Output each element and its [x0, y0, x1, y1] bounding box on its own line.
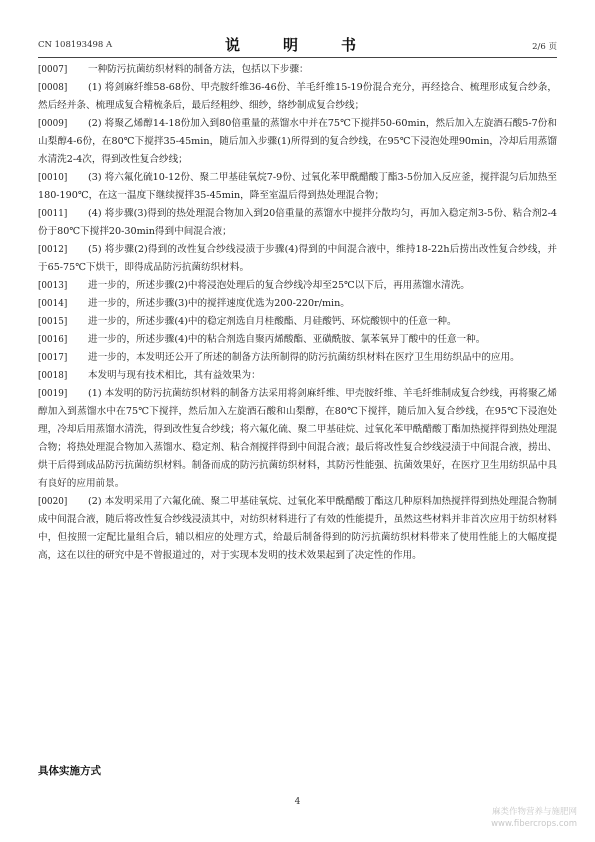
paragraph: [38, 295, 557, 313]
document-body: [38, 61, 557, 565]
paragraph-number: [0009]: [38, 119, 68, 129]
paragraph: [38, 313, 557, 331]
paragraph: [38, 241, 557, 277]
site-watermark: [491, 806, 577, 830]
paragraph-number: [0015]: [38, 317, 68, 327]
paragraph: [38, 349, 557, 367]
paragraph: [38, 367, 557, 385]
paragraph-text: 一种防污抗菌纺织材料的制备方法，包括以下步骤：: [88, 64, 309, 75]
paragraph-number: [0020]: [38, 497, 68, 507]
paragraph-text: (2) 本发明采用了六氟化硫、聚二甲基硅氧烷、过氧化苯甲酰醋酸丁酯这几种原料加热搅拌得到热处理混合物制成中间混合液，随后将改性复合纱线浸渍其中，对纺织材料进行了有效的性能提升，虽然这些材料并非首次应用于纺织材料中，但按照一定配比量组合后，辅以相应的处理方式，给最后制备得到的防污抗菌纺织材料带来了使用性能上的大幅度提高，这在以往的研究中是不曾报道过的，对于实现本发明的技术效果起到了决定性的作用。: [38, 496, 557, 561]
page-header: [38, 34, 557, 56]
paragraph-text: 进一步的，所述步骤(4)中的稳定剂选自月桂酸酯、月硅酸钙、环烷酸钡中的任意一种。: [88, 316, 457, 327]
paragraph-number: [0013]: [38, 281, 68, 291]
paragraph: [38, 115, 557, 169]
paragraph-number: [0007]: [38, 65, 68, 75]
paragraph-text: (3) 将六氟化硫10-12份、聚二甲基硅氧烷7-9份、过氧化苯甲酰醋酸丁酯3-5份加入反应釜，搅拌混匀后加热至180-190℃，在这一温度下继续搅拌35-45min，降至室温后得到热处理混合物；: [38, 172, 557, 201]
paragraph: [38, 277, 557, 295]
paragraph: [38, 205, 557, 241]
paragraph-text: 进一步的，所述步骤(3)中的搅拌速度优选为200-220r/min。: [88, 298, 350, 309]
paragraph-text: 进一步的，所述步骤(4)中的粘合剂选自聚丙烯酸酯、亚磺酰胺、氯苯氧异丁酸中的任意一种。: [88, 334, 486, 345]
paragraph-number: [0016]: [38, 335, 68, 345]
header-divider: [38, 57, 557, 58]
paragraph-number: [0012]: [38, 245, 68, 255]
paragraph-text: 本发明与现有技术相比，其有益效果为：: [88, 370, 261, 381]
paragraph: [38, 493, 557, 565]
section-heading: 具体实施方式: [38, 765, 101, 777]
paragraph-number: [0014]: [38, 299, 68, 309]
paragraph: [38, 385, 557, 493]
paragraph: [38, 79, 557, 115]
paragraph-text: (1) 将剑麻纤维58-68份、甲壳胺纤维36-46份、羊毛纤维15-19份混合充分，再经捻合、梳理形成复合纱条，然后经并条、梳理成复合精梳条后，最后经粗纱、细纱，络纱制成复合纱线；: [38, 82, 557, 111]
paragraph-number: [0011]: [38, 209, 68, 219]
paragraph-number: [0010]: [38, 173, 68, 183]
paragraph-text: 进一步的，所述步骤(2)中将浸泡处理后的复合纱线冷却至25℃以下后，再用蒸馏水清洗。: [88, 280, 470, 291]
page-number: 4: [294, 797, 301, 807]
page-indicator: 2/6 页: [532, 42, 557, 52]
paragraph-text: (1) 本发明的防污抗菌纺织材料的制备方法采用将剑麻纤维、甲壳胺纤维、羊毛纤维制成复合纱线，再将聚乙烯醇加入到蒸馏水中在75℃下搅拌，然后加入左旋酒石酸和山梨醇，在80℃下搅拌，随后加入复合纱线，在95℃下浸泡处理，冷却后用蒸馏水清洗，得到改性复合纱线；将六氟化硫、聚二甲基硅烷、过氧化苯甲酰醋酸丁酯加热搅拌得到热处理混合物；将热处理混合物加入蒸馏水、稳定剂、粘合剂搅拌得到中间混合液；最后将改性复合纱线浸渍于中间混合液，捞出、烘干后得到成品防污抗菌纺织材料。制备而成的防污抗菌纺织材料，其防污性能强、抗菌效果好，在医疗卫生用纺织品中具有良好的应用前景。: [38, 388, 557, 489]
paragraph-number: [0019]: [38, 389, 68, 399]
paragraph-text: (4) 将步骤(3)得到的热处理混合物加入到20倍重量的蒸馏水中搅拌分散均匀，再加入稳定剂3-5份、粘合剂2-4份于80℃下搅拌20-30min得到中间混合液；: [38, 208, 557, 237]
paragraph-number: [0008]: [38, 83, 68, 93]
paragraph-number: [0018]: [38, 371, 68, 381]
document-title: 说 明 书: [224, 36, 370, 54]
paragraph: [38, 331, 557, 349]
paragraph: [38, 61, 557, 79]
watermark-url: www.fibercrops.com: [491, 819, 577, 829]
paragraph-text: (5) 将步骤(2)得到的改性复合纱线浸渍于步骤(4)得到的中间混合液中，维持18-22h后捞出改性复合纱线，并于65-75℃下烘干，即得成品防污抗菌纺织材料。: [38, 244, 557, 273]
publication-number: CN 108193498 A: [38, 40, 113, 50]
watermark-title: 麻类作物营养与施肥网: [491, 807, 577, 817]
paragraph: [38, 169, 557, 205]
paragraph-number: [0017]: [38, 353, 68, 363]
paragraph-text: 进一步的，本发明还公开了所述的制备方法所制得的防污抗菌纺织材料在医疗卫生用纺织品中的应用。: [88, 352, 520, 363]
paragraph-text: (2) 将聚乙烯醇14-18份加入到80倍重量的蒸馏水中并在75℃下搅拌50-60min，然后加入左旋酒石酸5-7份和山梨醇4-6份，在80℃下搅拌35-45min，随后加入步骤(1)所得到的复合纱线，在95℃下浸泡处理90min，冷却后用蒸馏水清洗2-4次，得到改性复合纱线；: [38, 118, 557, 165]
